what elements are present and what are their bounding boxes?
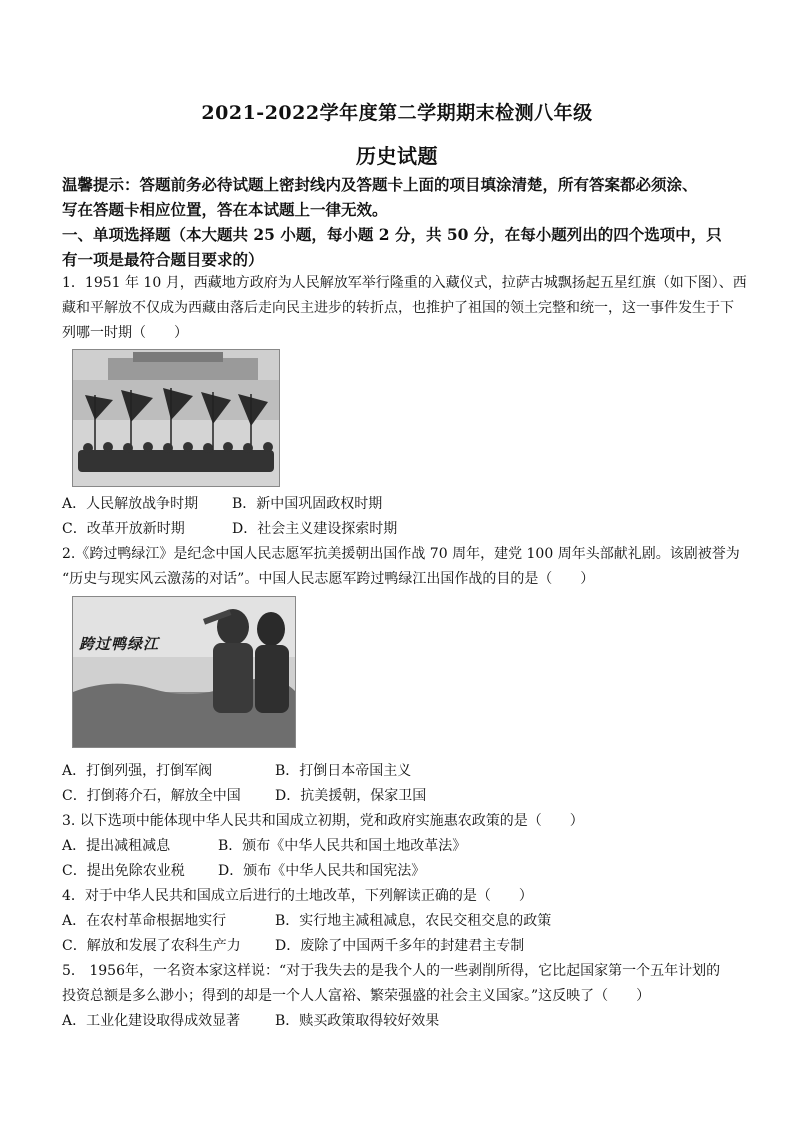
q5-stem-line-2: 投资总额是多么渺小；得到的却是一个人人富裕、繁荣强盛的社会主义国家。”这反映了（ ） xyxy=(62,988,651,1004)
q1-option-d: D．社会主义建设探索时期 xyxy=(232,521,398,537)
q1-photo-lhasa-flags xyxy=(72,349,280,487)
q5-option-b: B．赎买政策取得较好效果 xyxy=(275,1013,440,1029)
q2-stem-line-1: 2.《跨过鸭绿江》是纪念中国人民志愿军抗美援朝出国作战 70 周年，建党 100 周年头部献礼剧。该剧被誉为 xyxy=(62,546,740,562)
notice-line-2: 写在答题卡相应位置，答在本试题上一律无效。 xyxy=(62,200,388,219)
q2-poster-caption: 跨过鸭绿江 xyxy=(79,635,160,653)
q4-option-c: C．解放和发展了农科生产力 xyxy=(62,938,241,954)
q1-option-c: C．改革开放新时期 xyxy=(62,521,185,537)
q4-stem-line-1: 4．对于中华人民共和国成立后进行的土地改革，下列解读正确的是（ ） xyxy=(62,888,533,904)
q4-option-b: B．实行地主减租减息，农民交租交息的政策 xyxy=(275,913,552,929)
q5-option-a: A．工业化建设取得成效显著 xyxy=(62,1013,241,1029)
exam-title: 2021-2022学年度第二学期期末检测八年级 xyxy=(201,102,593,124)
q2-option-c: C．打倒蒋介石，解放全中国 xyxy=(62,788,241,804)
q2-stem-line-2: “历史与现实风云激荡的对话”。中国人民志愿军跨过鸭绿江出国作战的目的是（ ） xyxy=(62,571,595,587)
q3-option-b: B．颁布《中华人民共和国土地改革法》 xyxy=(218,838,467,854)
q1-stem-line-1: 1．1951 年 10 月，西藏地方政府为人民解放军举行隆重的入藏仪式，拉萨古城飘扬起五星红旗（如下图）、西 xyxy=(62,275,747,291)
q2-poster-image xyxy=(72,596,296,748)
q1-option-b: B．新中国巩固政权时期 xyxy=(232,496,383,512)
q1-option-a: A．人民解放战争时期 xyxy=(62,496,199,512)
exam-subject: 历史试题 xyxy=(356,144,438,168)
q1-photo-drawing xyxy=(73,350,279,486)
section-heading-1: 一、单项选择题（本大题共 25 小题，每小题 2 分，共 50 分，在每小题列出的四个选项中，只 xyxy=(62,225,722,244)
q5-stem-line-1: 5． 1956年，一名资本家这样说：“对于我失去的是我个人的一些剥削所得，它比起国家第一个五年计划的 xyxy=(62,963,721,979)
q3-stem-line-1: 3. 以下选项中能体现中华人民共和国成立初期，党和政府实施惠农政策的是（ ） xyxy=(62,813,584,829)
q3-option-d: D．颁布《中华人民共和国宪法》 xyxy=(218,863,426,879)
q2-option-d: D．抗美援朝，保家卫国 xyxy=(275,788,427,804)
q3-option-a: A．提出减租减息 xyxy=(62,838,171,854)
q2-option-a: A．打倒列强，打倒军阀 xyxy=(62,763,213,779)
q1-stem-line-2: 藏和平解放不仅成为西藏由落后走向民主进步的转折点，也推护了祖国的领土完整和统一，这一事件发生于下 xyxy=(62,300,734,316)
q3-option-c: C．提出免除农业税 xyxy=(62,863,185,879)
q1-stem-line-3: 列哪一时期（ ） xyxy=(62,325,188,341)
q2-option-b: B．打倒日本帝国主义 xyxy=(275,763,412,779)
notice-line-1: 温馨提示：答题前务必待试题上密封线内及答题卡上面的项目填涂清楚，所有答案都必须涂、 xyxy=(62,175,698,194)
section-heading-2: 有一项是最符合题目要求的） xyxy=(62,250,264,269)
q2-poster-drawing xyxy=(73,597,295,747)
q4-option-a: A．在农村革命根据地实行 xyxy=(62,913,227,929)
q4-option-d: D．废除了中国两千多年的封建君主专制 xyxy=(275,938,525,954)
